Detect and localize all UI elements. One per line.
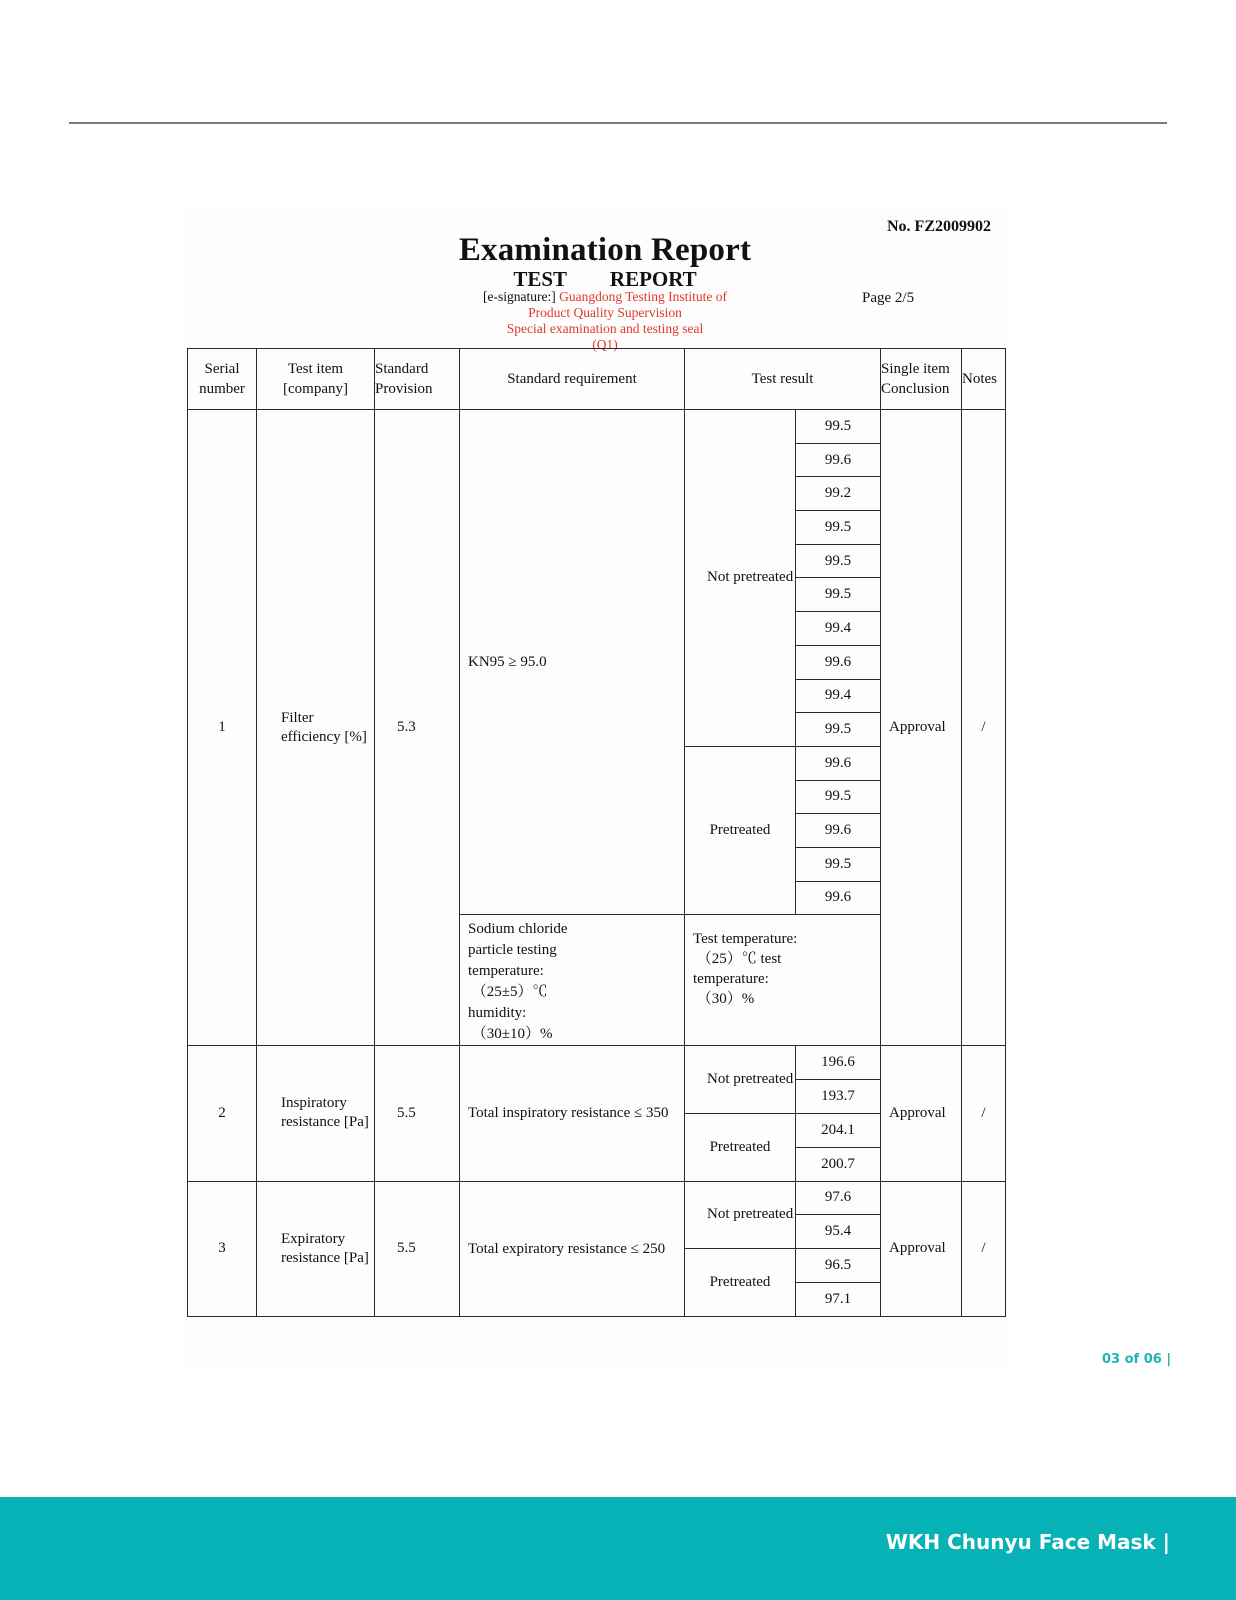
condition-line: （30±10）% — [471, 1026, 553, 1043]
condition-line: （25）℃ test — [696, 951, 782, 968]
provision-expiratory: 5.5 — [375, 1181, 460, 1316]
table-row — [188, 1046, 1006, 1080]
result-value: 200.7 — [796, 1147, 881, 1181]
requirement-filter: KN95 ≥ 95.0 — [460, 410, 685, 915]
serial-1: 1 — [188, 410, 257, 1046]
item-filter-efficiency: Filter efficiency [%] — [257, 410, 375, 1046]
result-value: 99.6 — [796, 443, 881, 477]
table-row — [188, 1181, 1006, 1215]
result-value: 99.6 — [796, 746, 881, 780]
header-notes: Notes — [962, 349, 1006, 410]
condition-requirement — [460, 915, 685, 1046]
condition-line: （25±5）℃ — [471, 984, 548, 1001]
item-inspiratory-resistance: Inspiratory resistance [Pa] — [257, 1046, 375, 1181]
result-value: 97.6 — [796, 1181, 881, 1215]
notes-inspiratory: / — [962, 1046, 1006, 1181]
conclusion-inspiratory: Approval — [881, 1046, 962, 1181]
group-pretreated: Pretreated — [685, 1249, 796, 1317]
result-value: 99.5 — [796, 847, 881, 881]
result-value: 99.5 — [796, 780, 881, 814]
result-value: 99.5 — [796, 578, 881, 612]
condition-line: particle testing — [468, 942, 557, 959]
table-header — [188, 349, 1006, 410]
condition-line: Test temperature: — [693, 931, 798, 948]
esig-prefix: [e-signature:] — [482, 289, 556, 304]
group-not-pretreated: Not pretreated — [685, 1181, 796, 1249]
result-value: 99.5 — [796, 544, 881, 578]
serial-2: 2 — [188, 1046, 257, 1181]
condition-line: Sodium chloride — [468, 921, 568, 938]
condition-line: temperature: — [468, 963, 544, 980]
item-expiratory-resistance: Expiratory resistance [Pa] — [257, 1181, 375, 1316]
result-value: 99.2 — [796, 477, 881, 511]
result-value: 99.4 — [796, 612, 881, 646]
table-row — [188, 410, 1006, 444]
result-value: 99.6 — [796, 881, 881, 915]
report-title: Examination Report — [458, 232, 752, 268]
header-requirement: Standard requirement — [460, 349, 685, 410]
condition-line: （30）% — [696, 991, 755, 1008]
group-pretreated: Pretreated — [685, 746, 796, 914]
result-value: 96.5 — [796, 1249, 881, 1283]
provision-filter: 5.3 — [375, 410, 460, 1046]
result-value: 95.4 — [796, 1215, 881, 1249]
header-result: Test result — [685, 349, 881, 410]
provision-inspiratory: 5.5 — [375, 1046, 460, 1181]
conclusion-filter: Approval — [881, 410, 962, 1046]
results-table — [187, 348, 1006, 1317]
group-not-pretreated: Not pretreated — [685, 410, 796, 747]
requirement-inspiratory: Total inspiratory resistance ≤ 350 — [460, 1046, 685, 1181]
result-value: 99.5 — [796, 511, 881, 545]
esig-seal: Special examination and testing seal — [506, 321, 704, 336]
condition-result — [685, 915, 881, 1046]
requirement-expiratory: Total expiratory resistance ≤ 250 — [460, 1181, 685, 1316]
top-rule — [69, 122, 1167, 124]
report-page-number: Page 2/5 — [862, 290, 915, 306]
result-value: 99.5 — [796, 713, 881, 747]
condition-line: humidity: — [468, 1005, 527, 1022]
e-signature-seal — [470, 289, 740, 353]
page-indicator: 03 of 06 | — [1102, 1352, 1172, 1367]
header-serial: Serial number — [188, 349, 257, 410]
notes-expiratory: / — [962, 1181, 1006, 1316]
esig-institute: Guangdong Testing Institute of Product Quality Supervision — [528, 289, 727, 320]
result-value: 99.4 — [796, 679, 881, 713]
group-not-pretreated: Not pretreated — [685, 1046, 796, 1114]
result-value: 97.1 — [796, 1282, 881, 1316]
serial-3: 3 — [188, 1181, 257, 1316]
notes-filter: / — [962, 410, 1006, 1046]
group-pretreated: Pretreated — [685, 1113, 796, 1181]
footer-brand: WKH Chunyu Face Mask | — [885, 1530, 1170, 1554]
header-provision: Standard Provision — [375, 349, 460, 410]
conclusion-expiratory: Approval — [881, 1181, 962, 1316]
header-conclusion: Single item Conclusion — [881, 349, 962, 410]
condition-line: temperature: — [693, 971, 769, 988]
report-number: No. FZ2009902 — [887, 218, 991, 235]
result-value: 99.5 — [796, 410, 881, 444]
esig-code: (Q1) — [592, 337, 618, 352]
result-value: 99.6 — [796, 814, 881, 848]
result-value: 193.7 — [796, 1080, 881, 1114]
report-subtitle: TEST REPORT — [513, 267, 697, 291]
header-test-item: Test item [company] — [257, 349, 375, 410]
result-value: 196.6 — [796, 1046, 881, 1080]
result-value: 204.1 — [796, 1113, 881, 1147]
result-value: 99.6 — [796, 645, 881, 679]
